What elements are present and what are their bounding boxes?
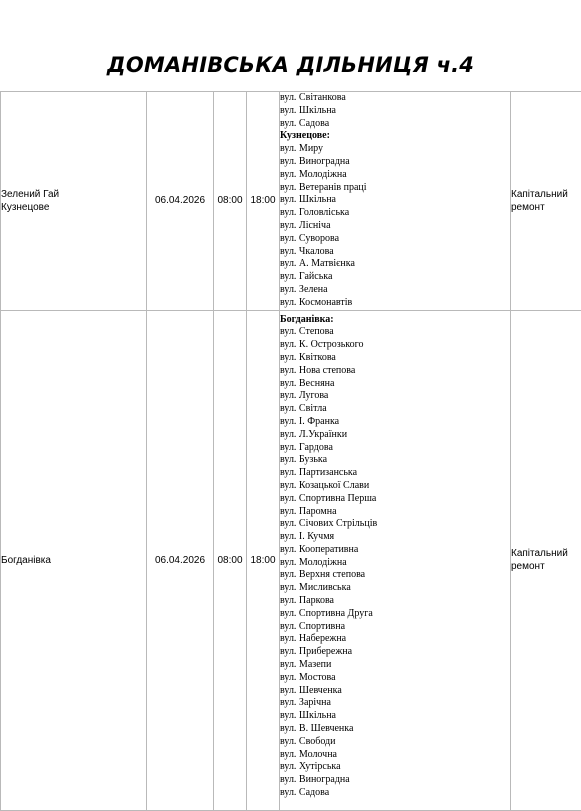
work-type-cell [511,92,581,311]
street-item: вул. Степова [280,326,510,339]
street-item: вул. В. Шевченка [280,723,510,736]
street-item: вул. Шевченка [280,685,510,698]
street-item: вул. Лісніча [280,220,510,233]
street-item: вул. Спортивна Перша [280,493,510,506]
street-item: вул. І. Франка [280,416,510,429]
streets-cell [280,92,511,311]
street-item: вул. Кооперативна [280,544,510,557]
start-time-cell: 08:00 [214,310,247,810]
street-item: вул. Молочна [280,749,510,762]
street-item: вул. Паромна [280,506,510,519]
street-item: вул. Миру [280,143,510,156]
street-item: вул. Мостова [280,672,510,685]
end-time-cell: 18:00 [247,310,280,810]
street-item: вул. Нова степова [280,365,510,378]
settlement-name: Богданівка [1,554,146,567]
street-item: вул. Зарічна [280,697,510,710]
locality-heading: Кузнецове: [280,130,510,143]
street-item: вул. Мазепи [280,659,510,672]
street-item: вул. Чкалова [280,246,510,259]
street-item: вул. Козацької Слави [280,480,510,493]
street-item: вул. Прибережна [280,646,510,659]
work-type-text: ремонт [511,201,581,214]
street-item: вул. Садова [280,118,510,131]
street-item: вул. Мисливська [280,582,510,595]
work-type-text: Капітальний [511,547,581,560]
street-item: вул. А. Матвієнка [280,258,510,271]
work-type-text: ремонт [511,560,581,573]
street-item: вул. Молодіжна [280,557,510,570]
date-cell: 06.04.2026 [147,92,214,311]
street-item: вул. Ветеранів праці [280,182,510,195]
street-item: вул. Весняна [280,378,510,391]
street-item: вул. К. Острозького [280,339,510,352]
street-item: вул. Зелена [280,284,510,297]
street-item: вул. Садова [280,787,510,800]
start-time-cell: 08:00 [214,92,247,311]
street-item: вул. Суворова [280,233,510,246]
street-item: вул. Хутірська [280,761,510,774]
street-item: вул. Паркова [280,595,510,608]
street-item: вул. Шкільна [280,194,510,207]
street-item: вул. Бузька [280,454,510,467]
settlement-cell [1,310,147,810]
settlement-name: Зелений Гай [1,188,146,201]
street-item: вул. Шкільна [280,105,510,118]
street-item: вул. Гайська [280,271,510,284]
street-item: вул. І. Кучмя [280,531,510,544]
street-item: вул. Світанкова [280,92,510,105]
date-cell: 06.04.2026 [147,310,214,810]
locality-heading: Богданівка: [280,314,510,327]
outage-schedule-table [0,91,581,811]
street-item: вул. Спортивна [280,621,510,634]
street-item: вул. Космонавтів [280,297,510,310]
settlement-name: Кузнецове [1,201,146,214]
street-item: вул. Головліська [280,207,510,220]
street-item: вул. Молодіжна [280,169,510,182]
streets-cell [280,310,511,810]
street-item: вул. Квіткова [280,352,510,365]
street-item: вул. Партизанська [280,467,510,480]
street-item: вул. Спортивна Друга [280,608,510,621]
street-item: вул. Л.Українки [280,429,510,442]
page-title: ДОМАНІВСЬКА ДІЛЬНИЦЯ ч.4 [0,53,581,77]
street-item: вул. Набережна [280,633,510,646]
street-item: вул. Свободи [280,736,510,749]
work-type-cell [511,310,581,810]
street-item: вул. Шкільна [280,710,510,723]
street-item: вул. Світла [280,403,510,416]
table-row [1,92,581,311]
end-time-cell: 18:00 [247,92,280,311]
street-item: вул. Лугова [280,390,510,403]
street-item: вул. Січових Стрільців [280,518,510,531]
street-item: вул. Виноградна [280,774,510,787]
street-item: вул. Верхня степова [280,569,510,582]
settlement-cell [1,92,147,311]
street-item: вул. Виноградна [280,156,510,169]
table-row [1,310,581,810]
work-type-text: Капітальний [511,188,581,201]
street-item: вул. Гардова [280,442,510,455]
